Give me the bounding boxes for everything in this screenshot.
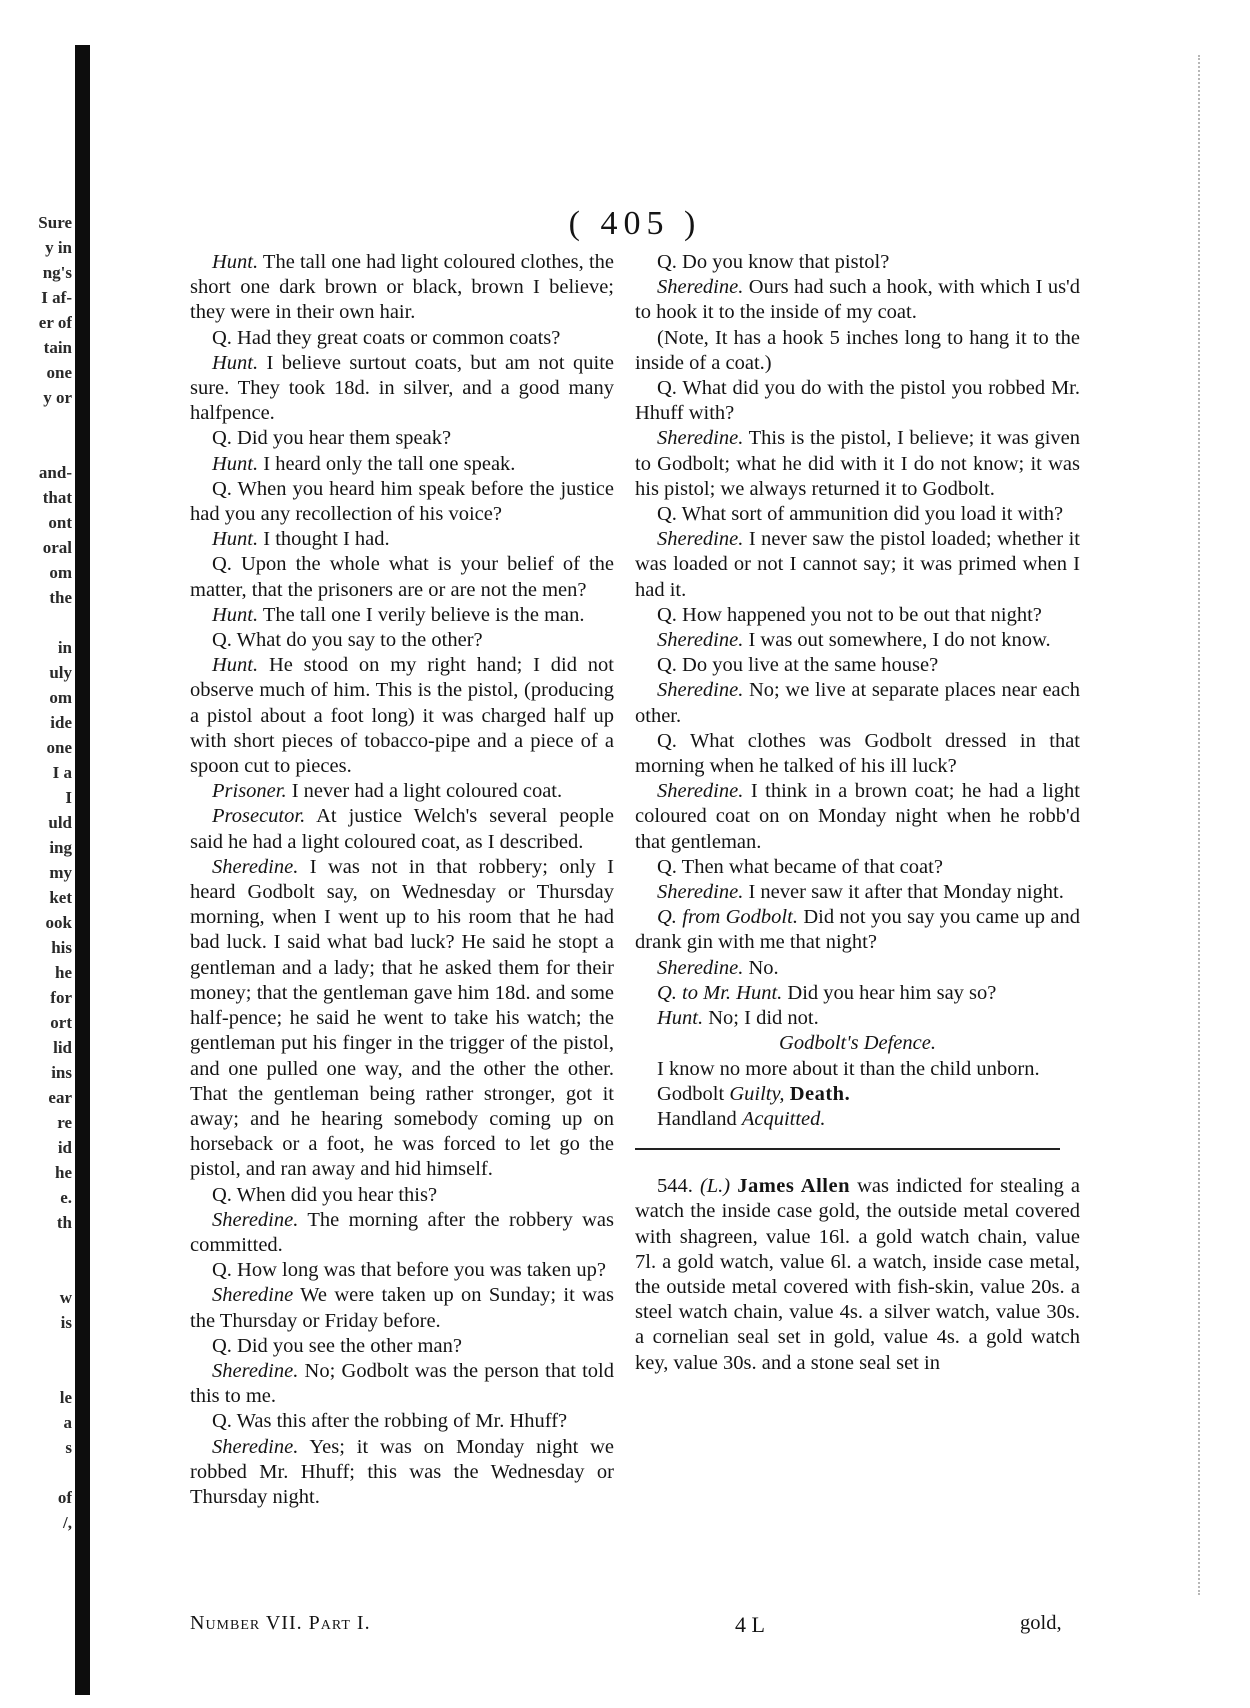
line-text: Q. When did you hear this?: [212, 1183, 438, 1206]
line-text: I was not in that robbery; only I heard Godbolt say, on Wednesday or Thursday morning, when I went up to his room that he had bad luck. I said what bad luck? He said he stopt a gentleman and a lady; that he asked them for their money; that the gentleman gave him 18d. and some half-pence; he said he went to take his watch; the gentleman put his finger in the trigger of the pistol, and one pulled one way, and the other the other. That the gentleman being rather stronger, got it away; and he hearing somebody coming up on horseback or a foot, he was forced to let go the pistol, and ran away and hid himself.: [190, 855, 614, 1181]
dialogue-line: [190, 351, 614, 427]
dialogue-line: [190, 779, 614, 804]
line-text: This is the pistol, I believe; it was given to Godbolt; what he did with it I do not know; it was his pistol; we always returned it to Godbolt.: [635, 427, 1080, 500]
dialogue-line: [190, 250, 614, 326]
bleed-fragment: [0, 1460, 72, 1485]
bleed-fragment: th: [56, 1213, 72, 1232]
bleed-fragment: om: [49, 563, 72, 582]
line-text: Yes; it was on Monday night we robbed Mr. Hhuff; this was the Wednesday or Thursday night.: [190, 1435, 614, 1508]
dialogue-line: [635, 326, 1080, 376]
bleed-fragment: one: [46, 363, 72, 382]
bleed-fragment: lid: [53, 1038, 72, 1057]
speaker-name: Prosecutor.: [212, 805, 306, 828]
footer-number: Number VII. Part I.: [190, 1612, 371, 1634]
bleed-fragment: om: [49, 688, 72, 707]
dialogue-line: [190, 326, 614, 351]
speaker-name: Hunt.: [212, 603, 259, 626]
speaker-name: Sheredine.: [657, 629, 744, 652]
dialogue-line: [190, 452, 614, 477]
line-text: I never saw it after that Monday night.: [743, 881, 1064, 904]
bleed-fragment: w: [59, 1288, 72, 1307]
bleed-fragment: [0, 435, 72, 460]
bleed-fragment: ins: [51, 1063, 72, 1082]
case-defendant: James Allen: [737, 1175, 851, 1198]
dialogue-line: [635, 426, 1080, 502]
dialogue-line: [635, 880, 1080, 905]
dialogue-line: [190, 527, 614, 552]
verdict-sentence: Death.: [789, 1082, 851, 1105]
line-text: Did not you say you came up and drank gin with me that night?: [635, 906, 1080, 954]
bleed-fragment: a: [63, 1413, 72, 1432]
dialogue-line: [635, 275, 1080, 325]
dialogue-line: [635, 502, 1080, 527]
verdict-godbolt: [635, 1082, 1080, 1107]
line-text: Q. Do you live at the same house?: [657, 654, 939, 677]
line-text: (Note, It has a hook 5 inches long to hang it to the inside of a coat.): [635, 326, 1080, 374]
bleed-fragment: uly: [49, 663, 72, 682]
dialogue-line: [190, 653, 614, 779]
dialogue-line: [635, 1006, 1080, 1031]
bleed-fragment: and-: [38, 463, 72, 482]
bleed-fragment: [0, 1260, 72, 1285]
verdict-name: Handland: [657, 1107, 737, 1130]
line-text: Did you hear him say so?: [782, 981, 997, 1004]
page-number: ( 405 ): [568, 205, 702, 242]
line-text: Q. How happened you not to be out that night?: [657, 603, 1042, 626]
speaker-name: Hunt.: [212, 654, 259, 677]
bleed-fragment: ook: [45, 913, 72, 932]
bleed-fragment: re: [57, 1113, 72, 1132]
speaker-name: Sheredine.: [657, 881, 744, 904]
speaker-name: Hunt.: [657, 1007, 704, 1030]
speaker-name: Sheredine.: [657, 956, 744, 979]
page-edge-marks: [1198, 55, 1218, 1595]
bleed-fragment: his: [51, 938, 72, 957]
bleed-fragment: y in: [45, 238, 72, 257]
bleed-fragment: [0, 1335, 72, 1360]
verdict-name: Godbolt: [657, 1082, 725, 1105]
line-text: No; I did not.: [703, 1007, 819, 1030]
dialogue-line: [190, 426, 614, 451]
line-text: Q. Did you hear them speak?: [212, 427, 452, 450]
bleed-fragment: that: [42, 488, 72, 507]
line-text: I never had a light coloured coat.: [286, 780, 563, 803]
speaker-name: Q. from Godbolt.: [657, 906, 798, 929]
line-text: No.: [743, 956, 779, 979]
line-text: Q. Did you see the other man?: [212, 1334, 462, 1357]
bleed-fragment: he: [55, 963, 72, 982]
speaker-name: Sheredine.: [657, 276, 744, 299]
line-text: Q. What did you do with the pistol you robbed Mr. Hhuff with?: [635, 377, 1080, 425]
dialogue-line: [635, 527, 1080, 603]
line-text: Q. What sort of ammunition did you load it with?: [657, 503, 1064, 526]
line-text: I thought I had.: [258, 528, 390, 551]
right-column: [635, 250, 1080, 1376]
dialogue-line: [190, 628, 614, 653]
right-column-dialogue: [635, 250, 1080, 1031]
line-text: We were taken up on Sunday; it was the Thursday or Friday before.: [190, 1284, 614, 1332]
line-text: The morning after the robbery was committed.: [190, 1208, 614, 1256]
line-text: I was out somewhere, I do not know.: [743, 629, 1051, 652]
dialogue-line: [190, 1183, 614, 1208]
speaker-name: Sheredine.: [212, 1435, 299, 1458]
bleed-fragment: ort: [50, 1013, 72, 1032]
line-text: No; we live at separate places near each other.: [635, 679, 1080, 727]
speaker-name: Sheredine.: [212, 1359, 299, 1382]
bleed-fragment: y or: [43, 388, 72, 407]
line-text: Q. Upon the whole what is your belief of the matter, that the prisoners are or are not the men?: [190, 553, 614, 601]
bleed-fragment: tain: [43, 338, 72, 357]
dialogue-line: [635, 376, 1080, 426]
binding-gutter: [75, 45, 90, 1695]
bleed-fragment: [0, 1235, 72, 1260]
bleed-fragment: e.: [60, 1188, 72, 1207]
dialogue-line: [635, 603, 1080, 628]
line-text: Q. How long was that before you was taken up?: [212, 1259, 606, 1282]
bleed-fragment: ket: [49, 888, 72, 907]
line-text: The tall one had light coloured clothes, the short one dark brown or black, brown I believe; they were in their own hair.: [190, 251, 614, 324]
verdict-result: Acquitted.: [741, 1107, 826, 1130]
line-text: I heard only the tall one speak.: [258, 452, 516, 475]
bleed-fragment: ont: [48, 513, 72, 532]
bleed-fragment: le: [59, 1388, 72, 1407]
speaker-name: Sheredine.: [657, 679, 744, 702]
bleed-fragment: Sure: [38, 213, 72, 232]
dialogue-line: [635, 678, 1080, 728]
line-text: At justice Welch's several people said he had a light coloured coat, as I described.: [190, 805, 614, 853]
dialogue-line: [635, 250, 1080, 275]
speaker-name: Q. to Mr. Hunt.: [657, 981, 783, 1004]
line-text: Q. Had they great coats or common coats?: [212, 326, 561, 349]
signature-mark: 4 L: [735, 1612, 765, 1637]
line-text: I think in a brown coat; he had a light coloured coat on on Monday night when he robb'd that gentleman.: [635, 780, 1080, 853]
dialogue-line: [635, 653, 1080, 678]
bleed-fragment: s: [65, 1438, 72, 1457]
dialogue-line: [635, 628, 1080, 653]
line-text: Ours had such a hook, with which I us'd to hook it to the inside of my coat.: [635, 276, 1080, 324]
bleed-fragment: [0, 1360, 72, 1385]
dialogue-line: [190, 1409, 614, 1434]
bleed-through-column: [0, 210, 72, 1535]
speaker-name: Hunt.: [212, 452, 259, 475]
dialogue-line: [635, 956, 1080, 981]
bleed-fragment: ide: [50, 713, 72, 732]
catchword: gold,: [1020, 1612, 1062, 1634]
bleed-fragment: /,: [63, 1513, 72, 1532]
dialogue-line: [635, 779, 1080, 855]
line-text: Q. Do you know that pistol?: [657, 251, 890, 273]
bleed-fragment: I a: [52, 763, 72, 782]
speaker-name: Hunt.: [212, 251, 259, 273]
dialogue-line: [190, 1334, 614, 1359]
bleed-fragment: for: [50, 988, 72, 1007]
defence-text: I know no more about it than the child unborn.: [657, 1057, 1040, 1080]
line-text: I never saw the pistol loaded; whether it was loaded or not I cannot say; it was primed when I had it.: [635, 528, 1080, 601]
case-number: 544.: [657, 1175, 693, 1198]
bleed-fragment: is: [60, 1313, 72, 1332]
bleed-fragment: he: [55, 1163, 72, 1182]
bleed-fragment: ng's: [42, 263, 72, 282]
dialogue-line: [635, 855, 1080, 880]
speaker-name: Sheredine: [212, 1284, 294, 1307]
bleed-fragment: [0, 610, 72, 635]
speaker-name: Sheredine.: [657, 528, 744, 551]
bleed-fragment: uld: [48, 813, 72, 832]
speaker-name: Hunt.: [212, 528, 259, 551]
bleed-fragment: ing: [49, 838, 72, 857]
verdict-handland: [635, 1107, 1080, 1132]
dialogue-line: [190, 804, 614, 854]
line-text: No; Godbolt was the person that told this to me.: [190, 1359, 614, 1408]
dialogue-line: [190, 1283, 614, 1333]
line-text: Q. Then what became of that coat?: [657, 855, 943, 878]
section-rule: [635, 1148, 1060, 1150]
speaker-name: Prisoner.: [212, 780, 287, 803]
dialogue-line: [190, 855, 614, 1183]
speaker-name: Sheredine.: [212, 855, 299, 878]
line-text: Q. What do you say to the other?: [212, 629, 483, 652]
dialogue-line: [190, 603, 614, 628]
bleed-fragment: the: [49, 588, 72, 607]
bleed-fragment: id: [57, 1138, 72, 1157]
bleed-fragment: one: [46, 738, 72, 757]
dialogue-line: [635, 981, 1080, 1006]
case-544: [635, 1174, 1080, 1376]
line-text: Q. What clothes was Godbolt dressed in that morning when he talked of his ill luck?: [635, 729, 1080, 778]
case-mark: (L.): [699, 1175, 731, 1198]
bleed-fragment: er of: [38, 313, 72, 332]
verdict-result: Guilty,: [729, 1082, 785, 1105]
line-text: Q. When you heard him speak before the justice had you any recollection of his voice?: [190, 477, 614, 526]
bleed-fragment: [0, 410, 72, 435]
left-column: [190, 250, 614, 1510]
dialogue-line: [190, 1208, 614, 1258]
defence-title: Godbolt's Defence.: [779, 1032, 936, 1055]
dialogue-line: [635, 729, 1080, 779]
bleed-fragment: I af-: [41, 288, 72, 307]
dialogue-line: [635, 905, 1080, 955]
speaker-name: Sheredine.: [657, 427, 744, 450]
speaker-name: Hunt.: [212, 351, 259, 374]
dialogue-line: [190, 477, 614, 527]
line-text: The tall one I verily believe is the man.: [258, 603, 585, 626]
speaker-name: Sheredine.: [657, 780, 744, 803]
bleed-fragment: I: [65, 788, 72, 807]
line-text: He stood on my right hand; I did not observe much of him. This is the pistol, (producing a pistol about a foot long) it was charged half up with short pieces of tobacco-pipe and a piece of a spoon cut to pieces.: [190, 654, 614, 778]
bleed-fragment: of: [57, 1488, 72, 1507]
case-text: was indicted for stealing a watch the inside case gold, the outside metal covered with shagreen, value 16l. a gold watch chain, value 7l. a gold watch, value 6l. a watch, inside case metal, the outside metal covered with fish-skin, value 20s. a steel watch chain, value 4s. a silver watch, value 30s. a cornelian seal set in gold, value 4s. a gold watch key, value 30s. and a stone seal set in: [635, 1175, 1081, 1374]
speaker-name: Sheredine.: [212, 1208, 299, 1231]
line-text: I believe surtout coats, but am not quite sure. They took 18d. in silver, and a good many halfpence.: [190, 351, 614, 425]
dialogue-line: [190, 1435, 614, 1511]
dialogue-line: [190, 552, 614, 602]
line-text: Q. Was this after the robbing of Mr. Hhuff?: [212, 1410, 568, 1433]
bleed-fragment: my: [49, 863, 72, 882]
bleed-fragment: oral: [42, 538, 72, 557]
dialogue-line: [190, 1258, 614, 1283]
bleed-fragment: in: [57, 638, 72, 657]
dialogue-line: [190, 1359, 614, 1409]
bleed-fragment: ear: [48, 1088, 72, 1107]
